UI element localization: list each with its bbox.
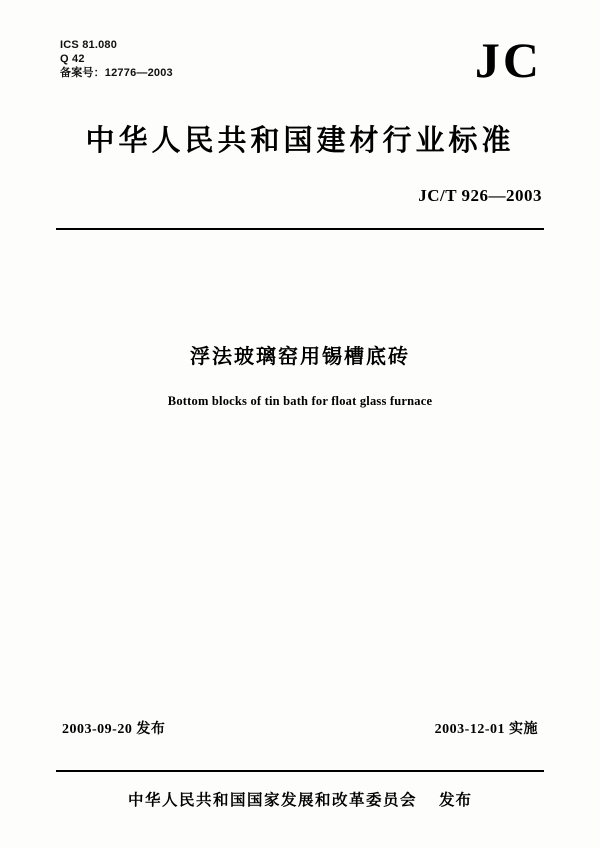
standard-number: JC/T 926—2003 [418,186,542,205]
issuing-authority-name: 中华人民共和国国家发展和改革委员会 [127,792,417,809]
national-standard-title: 中华人民共和国建材行业标准 [85,125,515,157]
issuing-authority-action: 发布 [439,792,473,809]
ics-code: ICS 81.080 [60,39,118,51]
issuing-authority [0,788,600,810]
classification-codes [60,38,173,80]
classification-code: Q 42 [60,53,85,65]
divider-bottom [56,770,544,772]
jc-logo: JC [474,32,542,88]
divider-top [56,228,544,230]
effective-date: 2003-12-01 实施 [434,722,538,737]
document-title-english: Bottom blocks of tin bath for float glass furnace [167,394,433,408]
issue-date: 2003-09-20 发布 [62,722,166,737]
document-title-chinese: 浮法玻璃窑用锡槽底砖 [190,346,410,368]
record-number: 备案号：12776—2003 [60,67,173,79]
